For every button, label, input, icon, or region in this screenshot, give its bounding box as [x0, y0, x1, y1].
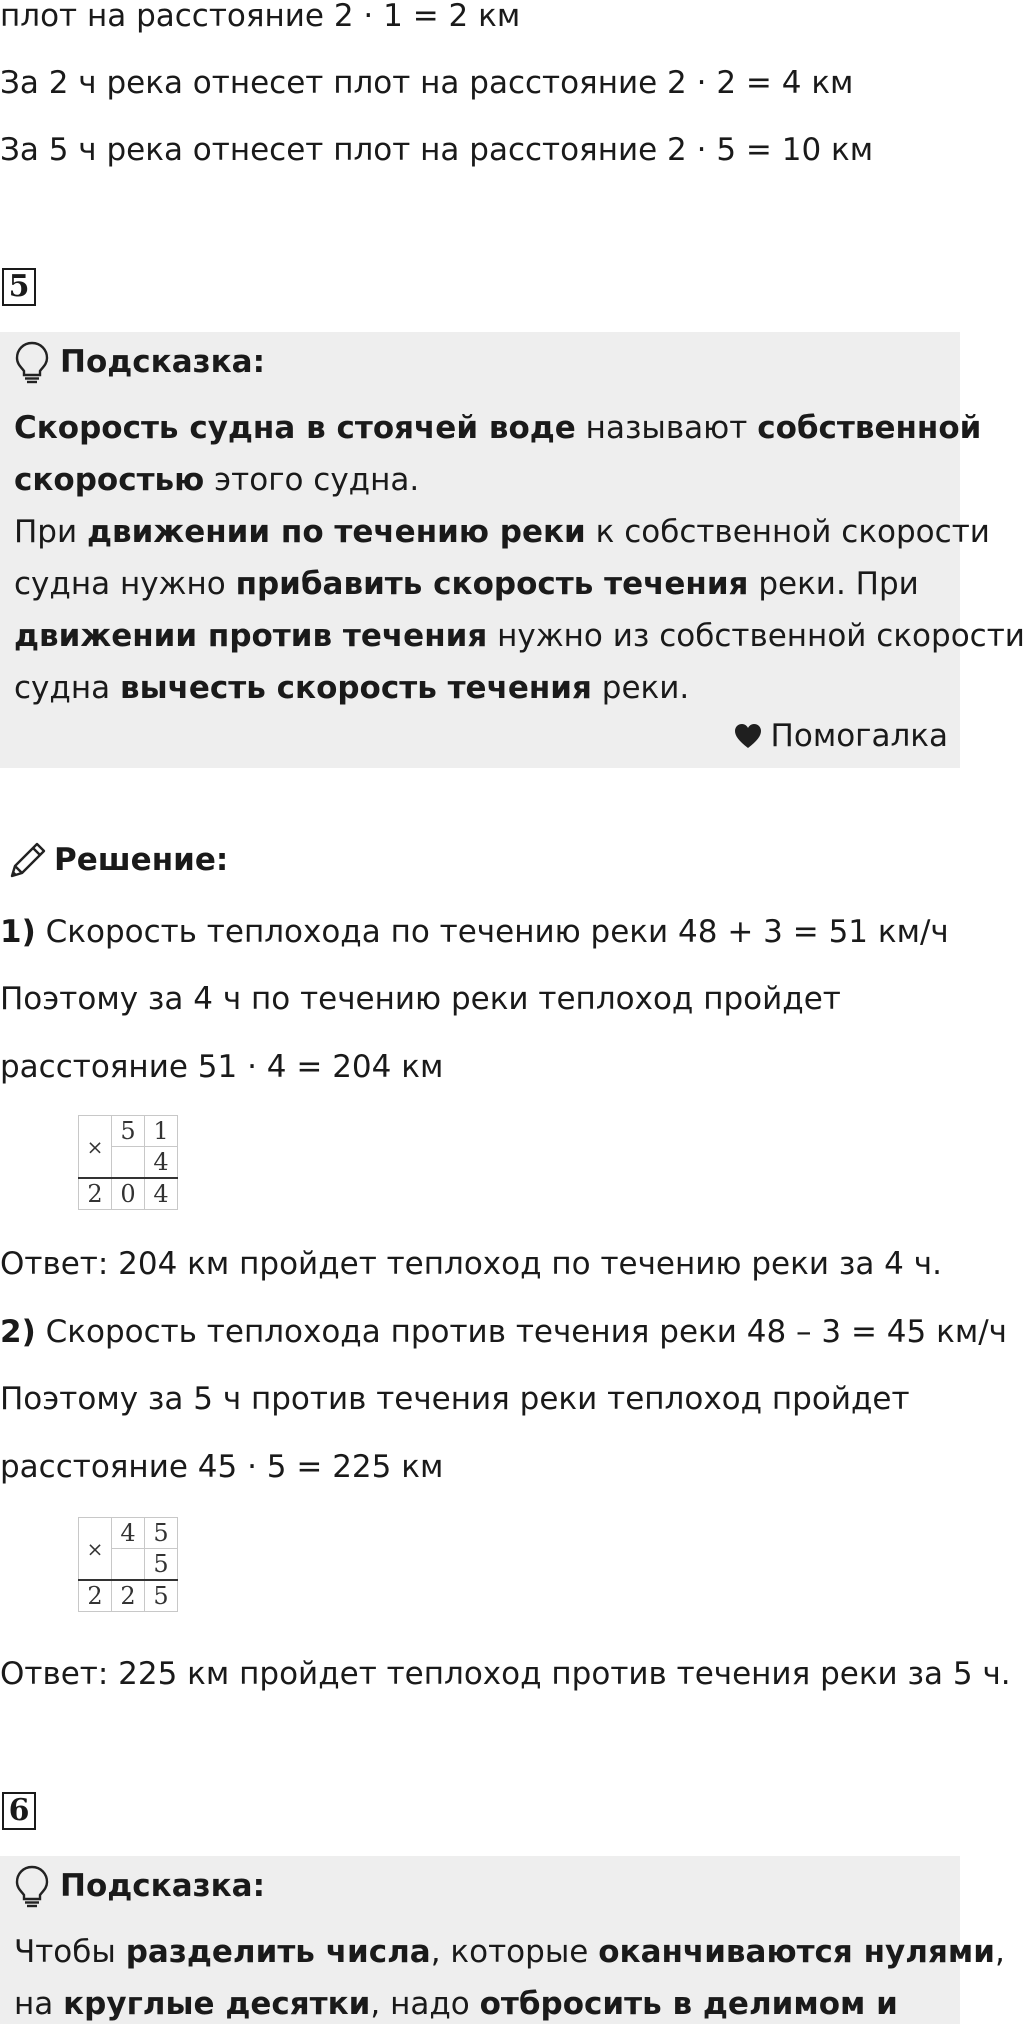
multiplication-column — [78, 1517, 178, 1612]
text-line: За 2 ч река отнесет плот на расстояние 2 · 2 = 4 км — [0, 65, 854, 101]
task-number: 5 — [2, 268, 36, 306]
hint-title: Подсказка: — [60, 1868, 265, 1904]
solution-line: 1) Скорость теплохода по течению реки 48 + 3 = 51 км/ч — [0, 914, 949, 950]
hint-text: Чтобы разделить числа, которые оканчиваются нулями, на круглые десятки, надо отбросить в делимом и — [14, 1934, 1005, 2022]
solution-title: Решение: — [54, 842, 229, 878]
solution-line: расстояние 51 · 4 = 204 км — [0, 1049, 444, 1085]
answer-line: Ответ: 225 км пройдет теплоход против течения реки за 5 ч. — [0, 1656, 1011, 1692]
hint-text: Скорость судна в стоячей воде называют собственной скоростью этого судна. При движении по течению реки к собственной скорости судна нужно прибавить скорость течения реки. При движении против течения нужно из собственной скорости судна вычесть скорость течения реки. — [14, 410, 1025, 706]
task-number: 6 — [2, 1792, 36, 1830]
hint-box — [0, 1856, 1005, 2024]
digit-cell: 0 — [112, 1178, 145, 1210]
solution-line: расстояние 45 · 5 = 225 км — [0, 1449, 444, 1485]
digit-cell: 4 — [145, 1147, 178, 1179]
solution-line: 2) Скорость теплохода против течения реки 48 – 3 = 45 км/ч — [0, 1314, 1007, 1350]
multiply-sign: × — [79, 1116, 112, 1179]
digit-cell: 2 — [79, 1178, 112, 1210]
lightbulb-icon — [14, 340, 50, 384]
digit-cell: 5 — [145, 1580, 178, 1612]
credit-label: Помогалка — [770, 718, 948, 754]
text-line: плот на расстояние 2 · 1 = 2 км — [0, 0, 521, 34]
digit-cell: 5 — [145, 1518, 178, 1549]
hint-box — [0, 332, 1025, 768]
digit-cell: 5 — [112, 1116, 145, 1147]
heart-icon — [733, 722, 763, 750]
pencil-icon — [6, 838, 50, 882]
digit-cell — [112, 1549, 145, 1581]
multiplication-column — [78, 1115, 178, 1210]
digit-cell: 4 — [145, 1178, 178, 1210]
digit-cell: 1 — [145, 1116, 178, 1147]
lightbulb-icon — [14, 1864, 50, 1908]
digit-cell: 2 — [79, 1580, 112, 1612]
digit-cell: 2 — [112, 1580, 145, 1612]
hint-header — [14, 340, 265, 384]
hint-title: Подсказка: — [60, 344, 265, 380]
answer-line: Ответ: 204 км пройдет теплоход по течению реки за 4 ч. — [0, 1246, 942, 1282]
solution-line: Поэтому за 4 ч по течению реки теплоход пройдет — [0, 981, 841, 1017]
solution-line: Поэтому за 5 ч против течения реки теплоход пройдет — [0, 1381, 910, 1417]
credit-link[interactable] — [733, 718, 948, 754]
solution-header — [6, 838, 228, 882]
digit-cell: 4 — [112, 1518, 145, 1549]
multiply-sign: × — [79, 1518, 112, 1581]
digit-cell — [112, 1147, 145, 1179]
hint-header — [14, 1864, 265, 1908]
digit-cell: 5 — [145, 1549, 178, 1581]
text-line: За 5 ч река отнесет плот на расстояние 2 · 5 = 10 км — [0, 132, 874, 168]
